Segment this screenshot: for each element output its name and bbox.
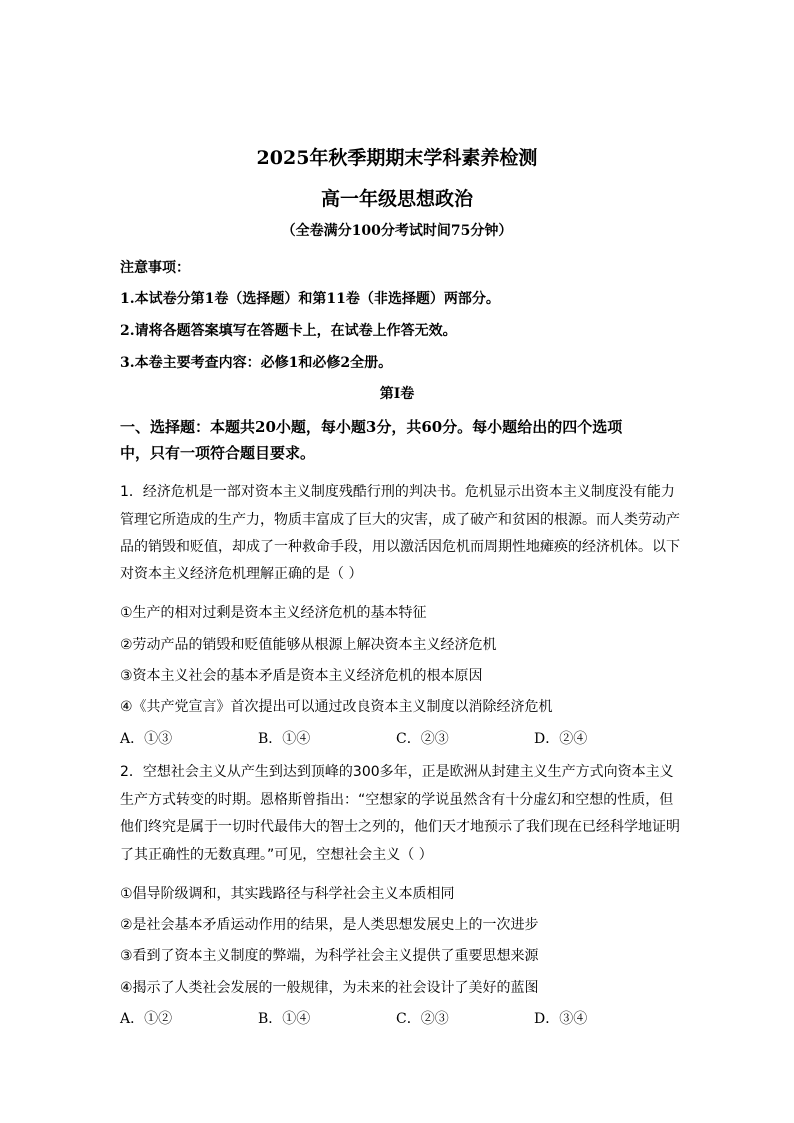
question-2-option-c[interactable]: C．②③: [396, 1011, 449, 1027]
section-heading-line: 一、选择题：本题共20小题，每小题3分，共60分。每小题给出的四个选项: [120, 418, 623, 436]
question-1-statement: ②劳动产品的销毁和贬值能够从根源上解决资本主义经济危机: [120, 637, 497, 653]
question-2-option-d[interactable]: D．③④: [534, 1011, 588, 1027]
exam-title: 2025年秋季期期末学科素养检测: [256, 147, 538, 169]
section-heading-line: 中，只有一项符合题目要求。: [120, 444, 316, 462]
notice-item: 3.本卷主要考查内容：必修1和必修2全册。: [120, 355, 393, 371]
question-2-option-b[interactable]: B．①④: [258, 1011, 311, 1027]
notice-item: 2.请将各题答案填写在答题卡上，在试卷上作答无效。: [120, 323, 457, 339]
question-1-stem-line: 对资本主义经济危机理解正确的是（ ）: [120, 566, 363, 582]
question-2-stem-line: 生产方式转变的时期。恩格斯曾指出：“空想家的学说虽然含有十分虚幻和空想的性质，但: [120, 792, 674, 808]
question-2-statement: ①倡导阶级调和，其实践路径与科学社会主义本质相同: [120, 886, 455, 902]
question-2-statement: ③看到了资本主义制度的弊端，为科学社会主义提供了重要思想来源: [120, 948, 539, 964]
question-2-statement: ②是社会基本矛盾运动作用的结果，是人类思想发展史上的一次进步: [120, 917, 539, 933]
question-2-stem-line: 他们终究是属于一切时代最伟大的智士之列的，他们天才地预示了我们现在已经科学地证明: [120, 819, 680, 835]
notice-heading: 注意事项：: [120, 260, 190, 276]
question-1-option-b[interactable]: B．①④: [258, 731, 311, 747]
volume-title: 第I卷: [379, 386, 415, 402]
question-1-stem-line: 1．经济危机是一部对资本主义制度残酷行刑的判决书。危机显示出资本主义制度没有能力: [120, 484, 675, 500]
question-2-stem-line: 了其正确性的无数真理。”可见，空想社会主义（ ）: [120, 847, 433, 863]
subject-title: 高一年级思想政治: [320, 188, 473, 210]
question-1-stem-line: 品的销毁和贬值，却成了一种救命手段，用以激活因危机而周期性地瘫痪的经济机体。以下: [120, 539, 680, 555]
question-1-option-d[interactable]: D．②④: [534, 731, 588, 747]
exam-info: （全卷满分100分考试时间75分钟）: [281, 223, 513, 239]
question-1-option-a[interactable]: A．①③: [120, 731, 173, 747]
question-2-statement: ④揭示了人类社会发展的一般规律，为未来的社会设计了美好的蓝图: [120, 980, 539, 996]
question-2-option-a[interactable]: A．①②: [120, 1011, 173, 1027]
question-1-stem-line: 管理它所造成的生产力，物质丰富成了巨大的灾害，成了破产和贫困的根源。而人类劳动产: [120, 512, 680, 528]
question-1-statement: ④《共产党宣言》首次提出可以通过改良资本主义制度以消除经济危机: [120, 699, 553, 715]
question-1-statement: ①生产的相对过剩是资本主义经济危机的基本特征: [120, 605, 427, 621]
notice-item: 1.本试卷分第1卷（选择题）和第11卷（非选择题）两部分。: [120, 291, 500, 307]
question-2-stem-line: 2．空想社会主义从产生到达到顶峰的300多年，正是欧洲从封建主义生产方式向资本主义: [120, 764, 674, 780]
question-1-statement: ③资本主义社会的基本矛盾是资本主义经济危机的根本原因: [120, 668, 483, 684]
question-1-option-c[interactable]: C．②③: [396, 731, 449, 747]
